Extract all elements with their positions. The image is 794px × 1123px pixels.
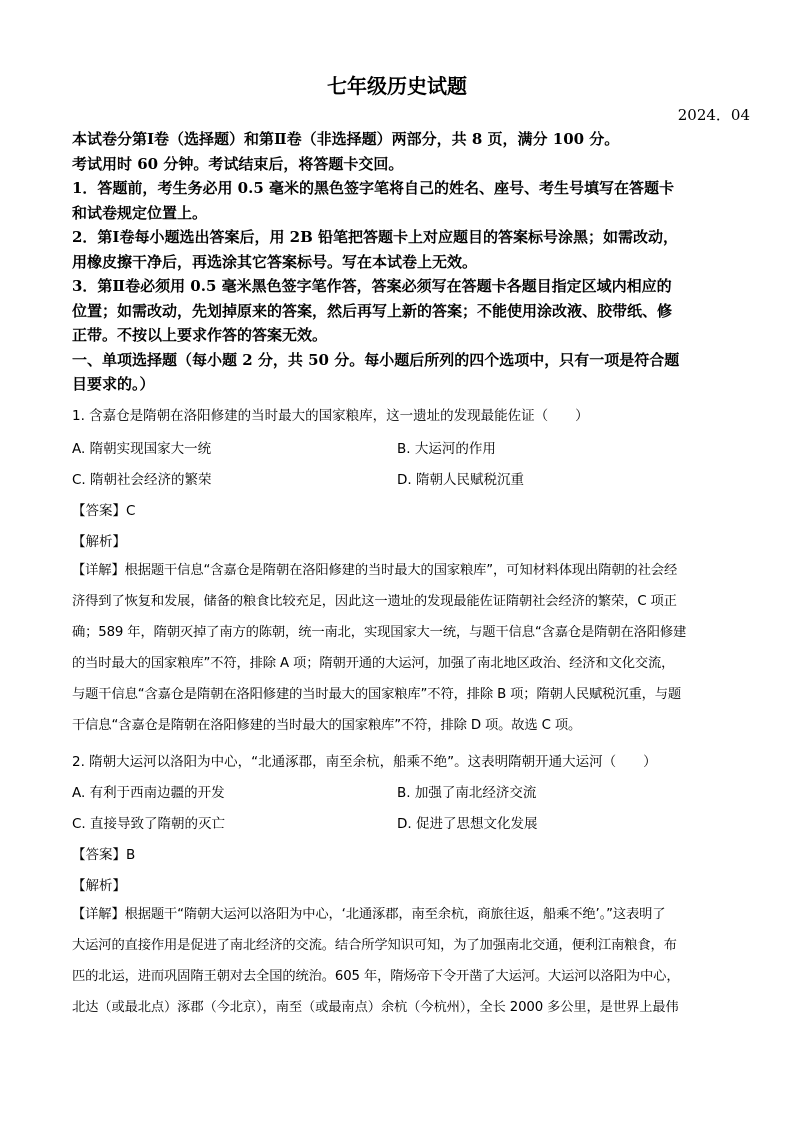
question-2-option-a: A. 有利于西南边疆的开发 [72, 785, 225, 801]
instruction-line: 3．第Ⅱ卷必须用 0.5 毫米黑色签字笔作答，答案必须写在答题卡各题目指定区域内相应的 [72, 277, 672, 295]
detail-line: 干信息“含嘉仓是隋朝在洛阳修建的当时最大的国家粮库”不符，排除 D 项。故选 C 项。 [72, 718, 582, 733]
detail-line: 与题干信息“含嘉仓是隋朝在洛阳修建的当时最大的国家粮库”不符，排除 B 项；隋朝人民赋税沉重，与题 [72, 687, 682, 702]
question-2-stem: 2. 隋朝大运河以洛阳为中心，“北通涿郡，南至余杭，船乘不绝”。这表明隋朝开通大运河（ ） [72, 754, 657, 770]
section-heading-cont: 目要求的。） [72, 375, 155, 393]
detail-line: 匹的北运，进而巩固隋王朝对去全国的统治。605 年，隋炀帝下令开凿了大运河。大运河以洛阳为中心， [72, 969, 680, 984]
question-2-option-b: B. 加强了南北经济交流 [397, 785, 537, 801]
instruction-line: 考试用时 60 分钟。考试结束后，将答题卡交回。 [72, 154, 404, 173]
question-2-option-d: D. 促进了思想文化发展 [397, 816, 538, 832]
question-1-option-b: B. 大运河的作用 [397, 441, 496, 457]
instruction-line: 2．第Ⅰ卷每小题选出答案后，用 2B 铅笔把答题卡上对应题目的答案标号涂黑；如需改动， [72, 228, 679, 246]
question-2-option-c: C. 直接导致了隋朝的灭亡 [72, 816, 226, 832]
exam-date: 2024．04 [677, 106, 750, 124]
question-1-stem: 1. 含嘉仓是隋朝在洛阳修建的当时最大的国家粮库，这一遗址的发现最能佐证（ ） [72, 408, 589, 424]
page-title: 七年级历史试题 [327, 74, 467, 98]
detail-line: 【详解】根据题干信息“含嘉仓是隋朝在洛阳修建的当时最大的国家粮库”，可知材料体现出隋朝的社会经 [72, 563, 678, 578]
instruction-line: 和试卷规定位置上。 [72, 203, 208, 222]
section-heading: 一、单项选择题（每小题 2 分，共 50 分。每小题后所列的四个选项中，只有一项是符合题 [72, 350, 680, 369]
instruction-line: 本试卷分第Ⅰ卷（选择题）和第Ⅱ卷（非选择题）两部分，共 8 页，满分 100 分。 [72, 130, 620, 148]
question-1-detail [72, 555, 724, 741]
question-1-option-c: C. 隋朝社会经济的繁荣 [72, 472, 212, 488]
detail-line: 济得到了恢复和发展，储备的粮食比较充足，因此这一遗址的发现最能佐证隋朝社会经济的繁荣，C 项正 [72, 594, 677, 609]
question-1-option-a: A. 隋朝实现国家大一统 [72, 441, 212, 457]
question-1-answer: 【答案】C [72, 503, 136, 519]
detail-line: 确；589 年，隋朝灭掉了南方的陈朝，统一南北，实现国家大一统，与题干信息“含嘉仓是隋朝在洛阳修建 [72, 625, 687, 640]
detail-line: 大运河的直接作用是促进了南北经济的交流。结合所学知识可知，为了加强南北交通，便利江南粮食，布 [72, 938, 677, 953]
detail-line: 的当时最大的国家粮库”不符，排除 A 项；隋朝开通的大运河，加强了南北地区政治、经济和文化交流， [72, 656, 675, 671]
question-2-analysis-label: 【解析】 [72, 878, 126, 894]
instruction-line: 正带。不按以上要求作答的答案无效。 [72, 326, 328, 344]
question-2-answer: 【答案】B [72, 847, 136, 863]
instructions [72, 127, 727, 397]
question-2-detail [72, 899, 724, 1023]
question-1-option-d: D. 隋朝人民赋税沉重 [397, 472, 524, 488]
detail-line: 北达（或最北点）涿郡（今北京），南至（或最南点）余杭（今杭州），全长 2000 多公里，是世界上最伟 [72, 1000, 679, 1015]
instruction-line: 用橡皮擦干净后，再选涂其它答案标号。写在本试卷上无效。 [72, 252, 478, 271]
instruction-line: 位置；如需改动，先划掉原来的答案，然后再写上新的答案；不能使用涂改液、胶带纸、修 [72, 301, 673, 320]
instruction-line: 1．答题前，考生务必用 0.5 毫米的黑色签字笔将自己的姓名、座号、考生号填写在答题卡 [72, 179, 674, 197]
detail-line: 【详解】根据题干“隋朝大运河以洛阳为中心，‘北通涿郡，南至余杭，商旅往返，船乘不绝’。”这表明了 [72, 907, 666, 922]
question-1-analysis-label: 【解析】 [72, 534, 126, 550]
